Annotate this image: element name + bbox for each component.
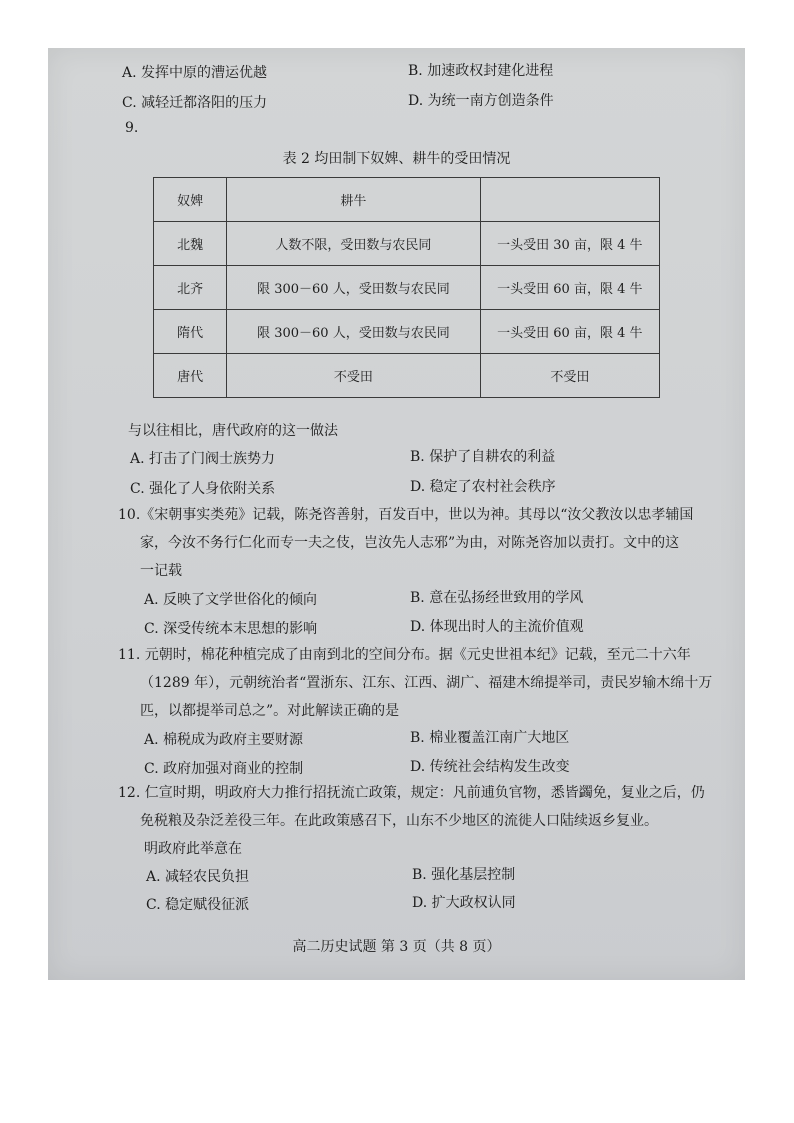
q12-option-d: D. 扩大政权认同	[412, 895, 516, 911]
q11-line-2: （1289 年），元朝统治者“置浙东、江东、江西、湖广、福建木绵提举司，责民岁输木绵十万	[140, 675, 713, 691]
page-footer: 高二历史试题 第 3 页（共 8 页）	[292, 939, 501, 955]
table-cell: 不受田	[227, 354, 481, 398]
table-header-cell: 耕牛	[227, 178, 481, 222]
table-header-cell	[480, 178, 659, 222]
table-cell: 唐代	[154, 354, 227, 398]
table-cell: 不受田	[480, 354, 659, 398]
table-row	[154, 266, 660, 310]
q9-table	[153, 177, 660, 398]
q12-line-1: 12. 仁宣时期，明政府大力推行招抚流亡政策，规定：凡前逋负官物，悉皆蠲免，复业之后，仍	[118, 785, 705, 801]
table-cell: 北魏	[154, 222, 227, 266]
table-cell: 北齐	[154, 266, 227, 310]
table-cell: 限 300－60 人，受田数与农民同	[227, 266, 481, 310]
table-cell: 限 300－60 人，受田数与农民同	[227, 310, 481, 354]
q10-option-b: B. 意在弘扬经世致用的学风	[410, 590, 584, 606]
table-header-cell: 奴婢	[154, 178, 227, 222]
q10-option-c: C. 深受传统本末思想的影响	[144, 621, 318, 637]
table-cell: 人数不限，受田数与农民同	[227, 222, 481, 266]
q11-line-3: 匹，以都提举司总之”。对此解读正确的是	[140, 703, 400, 719]
q12-line-3: 明政府此举意在	[144, 841, 242, 857]
q11-option-d: D. 传统社会结构发生改变	[410, 759, 570, 775]
q10-option-d: D. 体现出时人的主流价值观	[410, 619, 584, 635]
q9-number: 9.	[125, 120, 139, 136]
table-row	[154, 222, 660, 266]
table-cell: 一头受田 60 亩，限 4 牛	[480, 266, 659, 310]
table-row	[154, 310, 660, 354]
q9-table-title: 表 2 均田制下奴婢、耕牛的受田情况	[282, 151, 511, 167]
q8-option-b: B. 加速政权封建化进程	[408, 63, 554, 79]
table-cell: 一头受田 30 亩，限 4 牛	[480, 222, 659, 266]
q11-line-1: 11. 元朝时，棉花种植完成了由南到北的空间分布。据《元史世祖本纪》记载，至元二十六年	[118, 647, 691, 663]
table-row	[154, 354, 660, 398]
q9-stem: 与以往相比，唐代政府的这一做法	[128, 423, 338, 439]
q10-line-3: 一记载	[140, 563, 182, 579]
q12-line-2: 免税粮及杂泛差役三年。在此政策感召下，山东不少地区的流徙人口陆续返乡复业。	[140, 813, 658, 829]
table-cell: 隋代	[154, 310, 227, 354]
q9-option-c: C. 强化了人身依附关系	[130, 481, 276, 497]
q8-option-c: C. 减轻迁都洛阳的压力	[122, 95, 268, 111]
q9-option-a: A. 打击了门阀士族势力	[130, 451, 276, 467]
q10-line-1: 10.《宋朝事实类苑》记载，陈尧咨善射，百发百中，世以为神。其母以“汝父教汝以忠孝辅国	[118, 507, 694, 523]
table-header-row	[154, 178, 660, 222]
q9-option-d: D. 稳定了农村社会秩序	[410, 479, 556, 495]
table-cell: 一头受田 60 亩，限 4 牛	[480, 310, 659, 354]
q11-option-b: B. 棉业覆盖江南广大地区	[410, 730, 570, 746]
q10-line-2: 家，今汝不务行仁化而专一夫之伎，岂汝先人志邪”为由，对陈尧咨加以责打。文中的这	[140, 535, 680, 551]
scanned-page	[48, 48, 745, 980]
q11-option-a: A. 棉税成为政府主要财源	[144, 732, 304, 748]
q12-option-a: A. 减轻农民负担	[146, 869, 250, 885]
q11-option-c: C. 政府加强对商业的控制	[144, 761, 304, 777]
q12-option-c: C. 稳定赋役征派	[146, 897, 250, 913]
q8-option-a: A. 发挥中原的漕运优越	[122, 65, 268, 81]
q10-option-a: A. 反映了文学世俗化的倾向	[144, 592, 318, 608]
q8-option-d: D. 为统一南方创造条件	[408, 93, 554, 109]
q9-option-b: B. 保护了自耕农的利益	[410, 449, 556, 465]
q12-option-b: B. 强化基层控制	[412, 867, 516, 883]
